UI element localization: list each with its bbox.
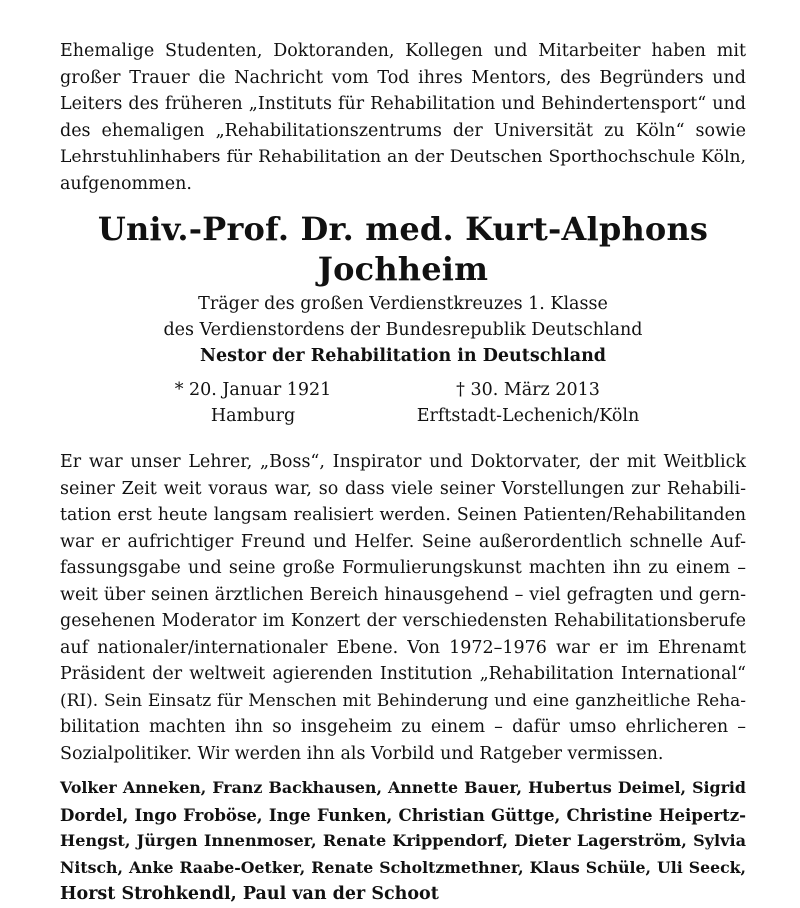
tribute-line: tation erst heute langsam realisiert werden. Seinen Patienten/Rehabilitanden	[60, 505, 746, 525]
signatory-line: Dordel, Ingo Froböse, Inge Funken, Christian Güttge, Christine Heipertz-	[60, 804, 746, 825]
nestor-title: Nestor der Rehabilitation in Deutschland	[199, 346, 607, 366]
birth-info	[128, 377, 378, 429]
tribute-line: Er war unser Lehrer, „Boss“, Inspirator und Doktorvater, der mit Weitblick	[60, 452, 746, 472]
intro-line: Ehemalige Studenten, Doktoranden, Kollegen und Mitarbeiter haben mit	[60, 41, 746, 61]
tribute-line: seiner Zeit weit voraus war, so dass viele seiner Vorstellungen zur Rehabili-	[60, 478, 746, 499]
intro-line: großer Trauer die Nachricht vom Tod ihres Mentors, des Begründers und	[60, 67, 746, 88]
honor-line-1: Träger des großen Verdienstkreuzes 1. Klasse	[198, 294, 608, 314]
tribute-line: Sozialpolitiker. Wir werden ihn als Vorbild und Ratgeber vermissen.	[60, 743, 664, 764]
birth-place: Hamburg	[210, 406, 296, 426]
tribute-line: gesehenen Moderator im Konzert der verschiedensten Rehabilitationsberufe	[60, 611, 746, 631]
tribute-line: war er aufrichtiger Freund und Helfer. Seine außerordentlich schnelle Auf-	[60, 531, 746, 552]
birth-date: * 20. Januar 1921	[174, 380, 332, 400]
obituary-notice	[60, 38, 746, 908]
tribute-line: bilitation machten ihn so insgeheim zu einem – dafür umso ehrlicheren –	[60, 717, 746, 737]
life-dates	[60, 377, 746, 429]
signatory-line: Hengst, Jürgen Innenmoser, Renate Krippendorf, Dieter Lagerström, Sylvia	[60, 831, 746, 850]
intro-line: des ehemaligen „Rehabilitationszentrums der Universität zu Köln“ sowie	[60, 120, 746, 141]
honor-line-2: des Verdienstordens der Bundesrepublik Deutschland	[163, 320, 643, 340]
tribute-line: auf nationaler/internationaler Ebene. Von 1972–1976 war er im Ehrenamt	[60, 637, 746, 658]
intro-line: Leiters des früheren „Instituts für Rehabilitation und Behindertensport“ und	[60, 94, 746, 114]
tribute-line: weit über seinen ärztlichen Bereich hinausgehend – viel gefragten und gern-	[60, 584, 746, 605]
intro-line: aufgenommen.	[60, 173, 192, 194]
signatories-paragraph	[60, 775, 746, 908]
death-place: Erftstadt-Lechenich/Köln	[416, 406, 640, 426]
death-date: † 30. März 2013	[456, 380, 600, 400]
signatory-line: Nitsch, Anke Raabe-Oetker, Renate Scholtzmethner, Klaus Schüle, Uli Seeck,	[60, 857, 746, 877]
tribute-line: Präsident der weltweit agierenden Institution „Rehabilitation International“	[60, 664, 746, 684]
signatory-line: Volker Anneken, Franz Backhausen, Annette Bauer, Hubertus Deimel, Sigrid	[60, 778, 746, 797]
tribute-paragraph	[60, 449, 746, 767]
signatory-line: Horst Strohkendl, Paul van der Schoot	[60, 884, 439, 904]
intro-line: Lehrstuhlinhabers für Rehabilitation an der Deutschen Sporthochschule Köln,	[60, 147, 746, 167]
deceased-name: Univ.-Prof. Dr. med. Kurt-Alphons Jochheim	[97, 210, 709, 288]
tribute-line: (RI). Sein Einsatz für Menschen mit Behinderung und eine ganzheitliche Reha-	[60, 690, 746, 711]
tribute-line: fassungsgabe und seine große Formulierungskunst machten ihn zu einem –	[60, 558, 746, 578]
intro-paragraph	[60, 38, 746, 197]
death-info	[378, 377, 678, 429]
